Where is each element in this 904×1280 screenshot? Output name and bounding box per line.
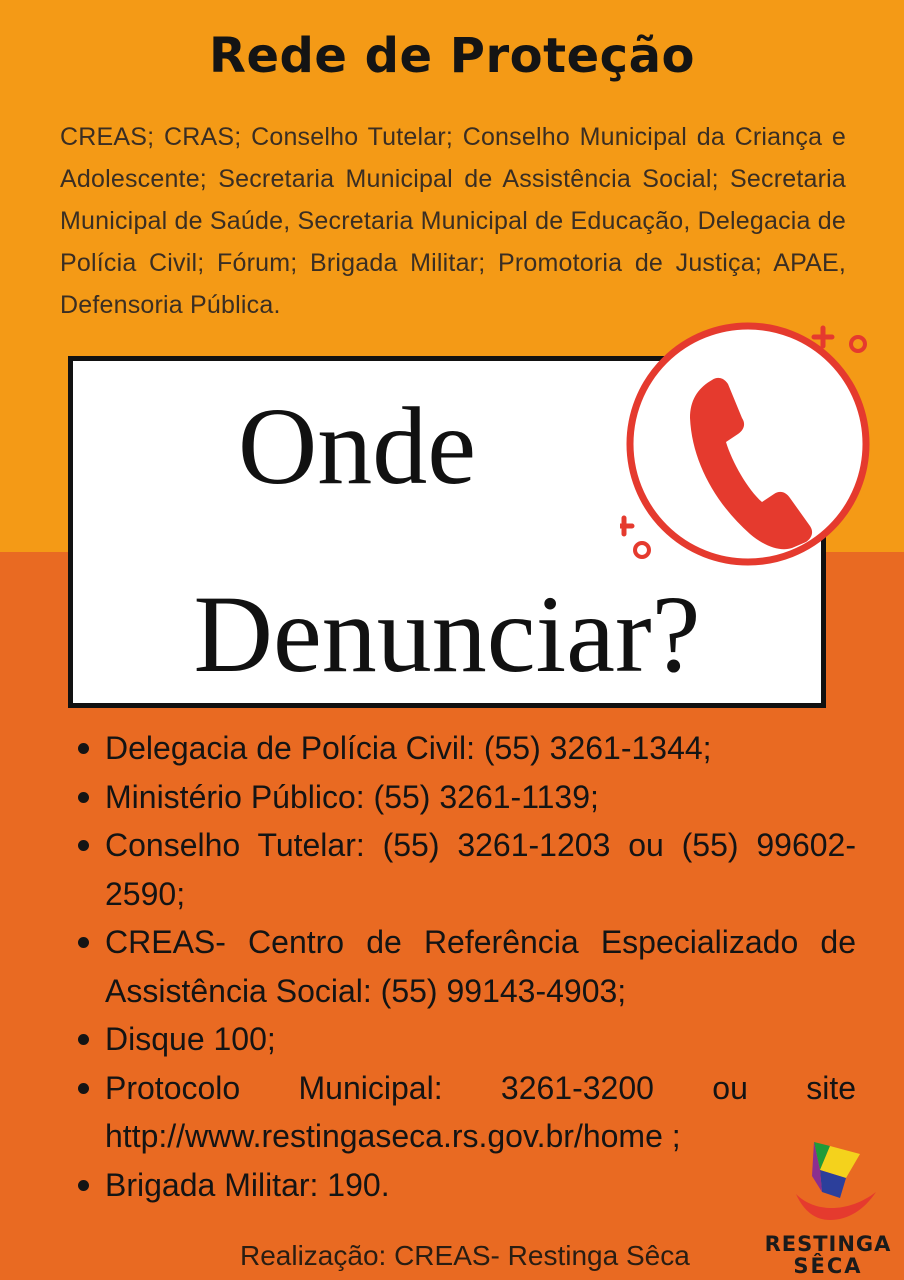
list-item: CREAS- Centro de Referência Especializado de Assistência Social: (55) 99143-4903; — [72, 918, 856, 1015]
logo-mark-icon — [760, 1136, 896, 1236]
logo-line-1: RESTINGA — [764, 1232, 892, 1256]
logo-line-2: SÊCA — [793, 1254, 863, 1278]
list-item: Protocolo Municipal: 3261-3200 ou site http://www.restingaseca.rs.gov.br/home ; — [72, 1064, 856, 1161]
list-item: Delegacia de Polícia Civil: (55) 3261-1344; — [72, 724, 856, 773]
report-contacts-list — [72, 724, 856, 1209]
plus-icon — [814, 328, 832, 346]
ring-icon-small — [635, 543, 649, 557]
phone-icon — [620, 322, 870, 572]
list-item: Brigada Militar: 190. — [72, 1161, 856, 1210]
list-item: Disque 100; — [72, 1015, 856, 1064]
footer-credit: Realização: CREAS- Restinga Sêca — [240, 1240, 690, 1271]
callout-line-1: Onde — [237, 385, 477, 507]
callout-line-2: Denunciar? — [193, 573, 701, 695]
restinga-seca-logo — [760, 1136, 896, 1280]
plus-icon-small — [620, 518, 632, 534]
list-item: Conselho Tutelar: (55) 3261-1203 ou (55) 99602-2590; — [72, 821, 856, 918]
ring-icon — [851, 337, 865, 351]
page-title: Rede de Proteção — [209, 28, 695, 84]
list-item: Ministério Público: (55) 3261-1139; — [72, 773, 856, 822]
protection-network-text: CREAS; CRAS; Conselho Tutelar; Conselho Municipal da Criança e Adolescente; Secretaria Municipal de Assistência Social; Secretaria Municipal de Saúde, Secretaria Municipal de Educação, Delegacia de Polícia Civil; Fórum; Brigada Militar; Promotoria de Justiça; APAE, Defensoria Pública. — [60, 123, 846, 319]
